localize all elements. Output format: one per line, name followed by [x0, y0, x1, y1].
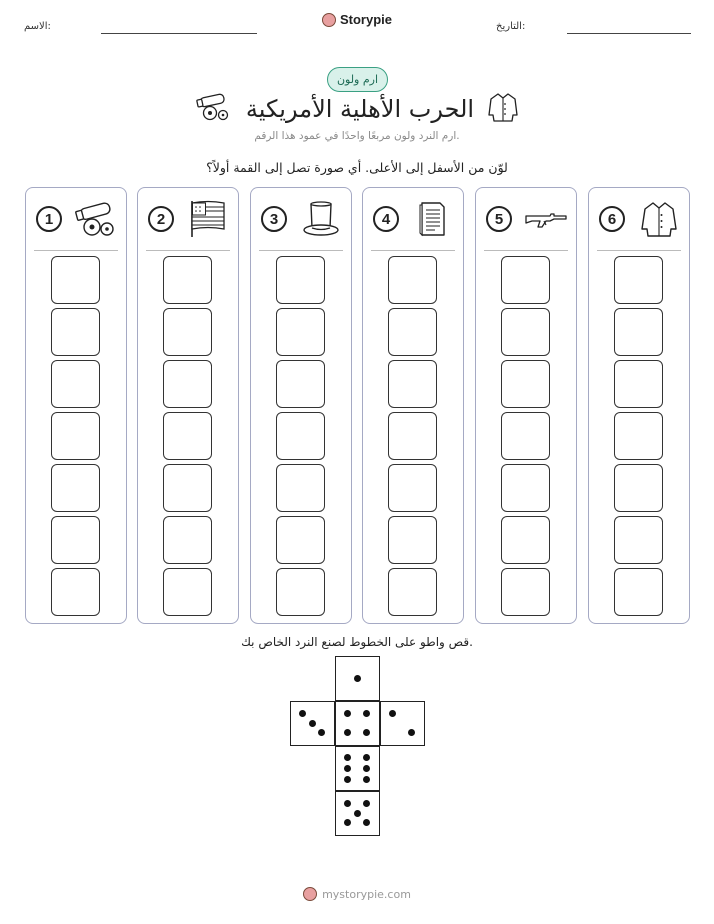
- coloring-box[interactable]: [614, 568, 663, 616]
- name-label: الاسم:: [24, 21, 51, 32]
- storypie-mascot-icon: [322, 13, 336, 27]
- instruction-text: لوّن من الأسفل إلى الأعلى. أي صورة تصل إلى القمة أولاً؟: [206, 160, 508, 175]
- pip: [309, 720, 316, 727]
- coloring-box[interactable]: [614, 256, 663, 304]
- pip: [344, 710, 351, 717]
- coloring-box[interactable]: [388, 568, 437, 616]
- column-6: [588, 187, 690, 624]
- pip: [363, 754, 370, 761]
- coloring-box[interactable]: [163, 516, 212, 564]
- column-number: 4: [373, 206, 399, 232]
- column-number: 3: [261, 206, 287, 232]
- coloring-box[interactable]: [388, 464, 437, 512]
- brand-name: Storypie: [339, 12, 392, 27]
- column-divider: [484, 250, 568, 251]
- coloring-box[interactable]: [51, 568, 100, 616]
- pip: [299, 710, 306, 717]
- roll-and-color-badge: ارم ولون: [327, 67, 388, 92]
- die-face-3: [290, 701, 335, 746]
- footer-link[interactable]: mystorypie.com: [322, 887, 411, 901]
- column-header: [148, 202, 230, 236]
- column-4: [362, 187, 464, 624]
- rifle-icon: [524, 200, 568, 238]
- die-face-1: [335, 656, 380, 701]
- column-divider: [259, 250, 343, 251]
- coloring-box[interactable]: [276, 308, 325, 356]
- column-number: 1: [36, 206, 62, 232]
- coloring-box[interactable]: [388, 516, 437, 564]
- coloring-box[interactable]: [163, 464, 212, 512]
- column-5: [475, 187, 577, 624]
- coloring-box[interactable]: [276, 568, 325, 616]
- coloring-box[interactable]: [501, 568, 550, 616]
- coloring-box[interactable]: [501, 256, 550, 304]
- column-header: [36, 202, 118, 236]
- pip: [344, 729, 351, 736]
- coloring-box[interactable]: [388, 256, 437, 304]
- coloring-box[interactable]: [501, 516, 550, 564]
- column-divider: [597, 250, 681, 251]
- coloring-box[interactable]: [163, 568, 212, 616]
- coloring-box[interactable]: [614, 412, 663, 460]
- column-2: [137, 187, 239, 624]
- pip: [363, 710, 370, 717]
- coloring-box[interactable]: [51, 516, 100, 564]
- pip: [363, 729, 370, 736]
- die-face-4: [335, 701, 380, 746]
- coloring-box[interactable]: [51, 256, 100, 304]
- die-face-2: [380, 701, 425, 746]
- page-title: الحرب الأهلية الأمريكية: [245, 95, 475, 123]
- storypie-mascot-icon: [303, 887, 317, 901]
- coloring-box[interactable]: [51, 308, 100, 356]
- pip: [363, 776, 370, 783]
- coloring-box[interactable]: [276, 256, 325, 304]
- title-row: [0, 91, 714, 127]
- column-header: [373, 202, 455, 236]
- coat-icon: [488, 91, 518, 127]
- column-3: [250, 187, 352, 624]
- pip: [318, 729, 325, 736]
- coloring-box[interactable]: [276, 516, 325, 564]
- coloring-box[interactable]: [614, 464, 663, 512]
- coat-icon: [637, 200, 681, 238]
- coloring-box[interactable]: [276, 464, 325, 512]
- flag-icon: [186, 200, 230, 238]
- pip: [354, 675, 361, 682]
- column-header: [261, 202, 343, 236]
- pip: [389, 710, 396, 717]
- coloring-box[interactable]: [276, 412, 325, 460]
- footer: [0, 887, 714, 901]
- pip: [344, 765, 351, 772]
- subtitle: ارم النرد ولون مربعًا واحدًا في عمود هذا الرقم.: [254, 130, 460, 142]
- column-divider: [34, 250, 118, 251]
- column-header: [486, 202, 568, 236]
- pip: [344, 776, 351, 783]
- coloring-box[interactable]: [501, 464, 550, 512]
- brand-logo: [0, 12, 714, 27]
- die-face-5: [335, 791, 380, 836]
- pip: [344, 819, 351, 826]
- coloring-box[interactable]: [501, 412, 550, 460]
- dice-instruction: قص واطو على الخطوط لصنع النرد الخاص بك.: [241, 635, 473, 649]
- coloring-box[interactable]: [388, 308, 437, 356]
- column-divider: [146, 250, 230, 251]
- pip: [344, 754, 351, 761]
- coloring-box[interactable]: [51, 412, 100, 460]
- document-icon: [411, 200, 455, 238]
- coloring-box[interactable]: [163, 256, 212, 304]
- column-header: [599, 202, 681, 236]
- column-number: 2: [148, 206, 174, 232]
- pip: [363, 819, 370, 826]
- column-number: 5: [486, 206, 512, 232]
- pip: [363, 765, 370, 772]
- pip: [354, 810, 361, 817]
- coloring-box[interactable]: [163, 308, 212, 356]
- pip: [363, 800, 370, 807]
- coloring-box[interactable]: [614, 308, 663, 356]
- coloring-box[interactable]: [51, 464, 100, 512]
- coloring-box[interactable]: [163, 412, 212, 460]
- cannon-icon: [74, 200, 118, 238]
- column-1: [25, 187, 127, 624]
- die-face-6: [335, 746, 380, 791]
- coloring-box[interactable]: [501, 360, 550, 408]
- pip: [344, 800, 351, 807]
- coloring-box[interactable]: [388, 360, 437, 408]
- coloring-box[interactable]: [501, 308, 550, 356]
- coloring-box[interactable]: [276, 360, 325, 408]
- column-number: 6: [599, 206, 625, 232]
- cannon-icon: [196, 92, 232, 126]
- coloring-box[interactable]: [51, 360, 100, 408]
- name-line[interactable]: [101, 33, 257, 34]
- date-label: التاريخ:: [496, 21, 526, 32]
- coloring-box[interactable]: [614, 516, 663, 564]
- top-hat-icon: [299, 200, 343, 238]
- column-divider: [371, 250, 455, 251]
- coloring-box[interactable]: [614, 360, 663, 408]
- pip: [408, 729, 415, 736]
- coloring-box[interactable]: [163, 360, 212, 408]
- date-line[interactable]: [567, 33, 691, 34]
- coloring-box[interactable]: [388, 412, 437, 460]
